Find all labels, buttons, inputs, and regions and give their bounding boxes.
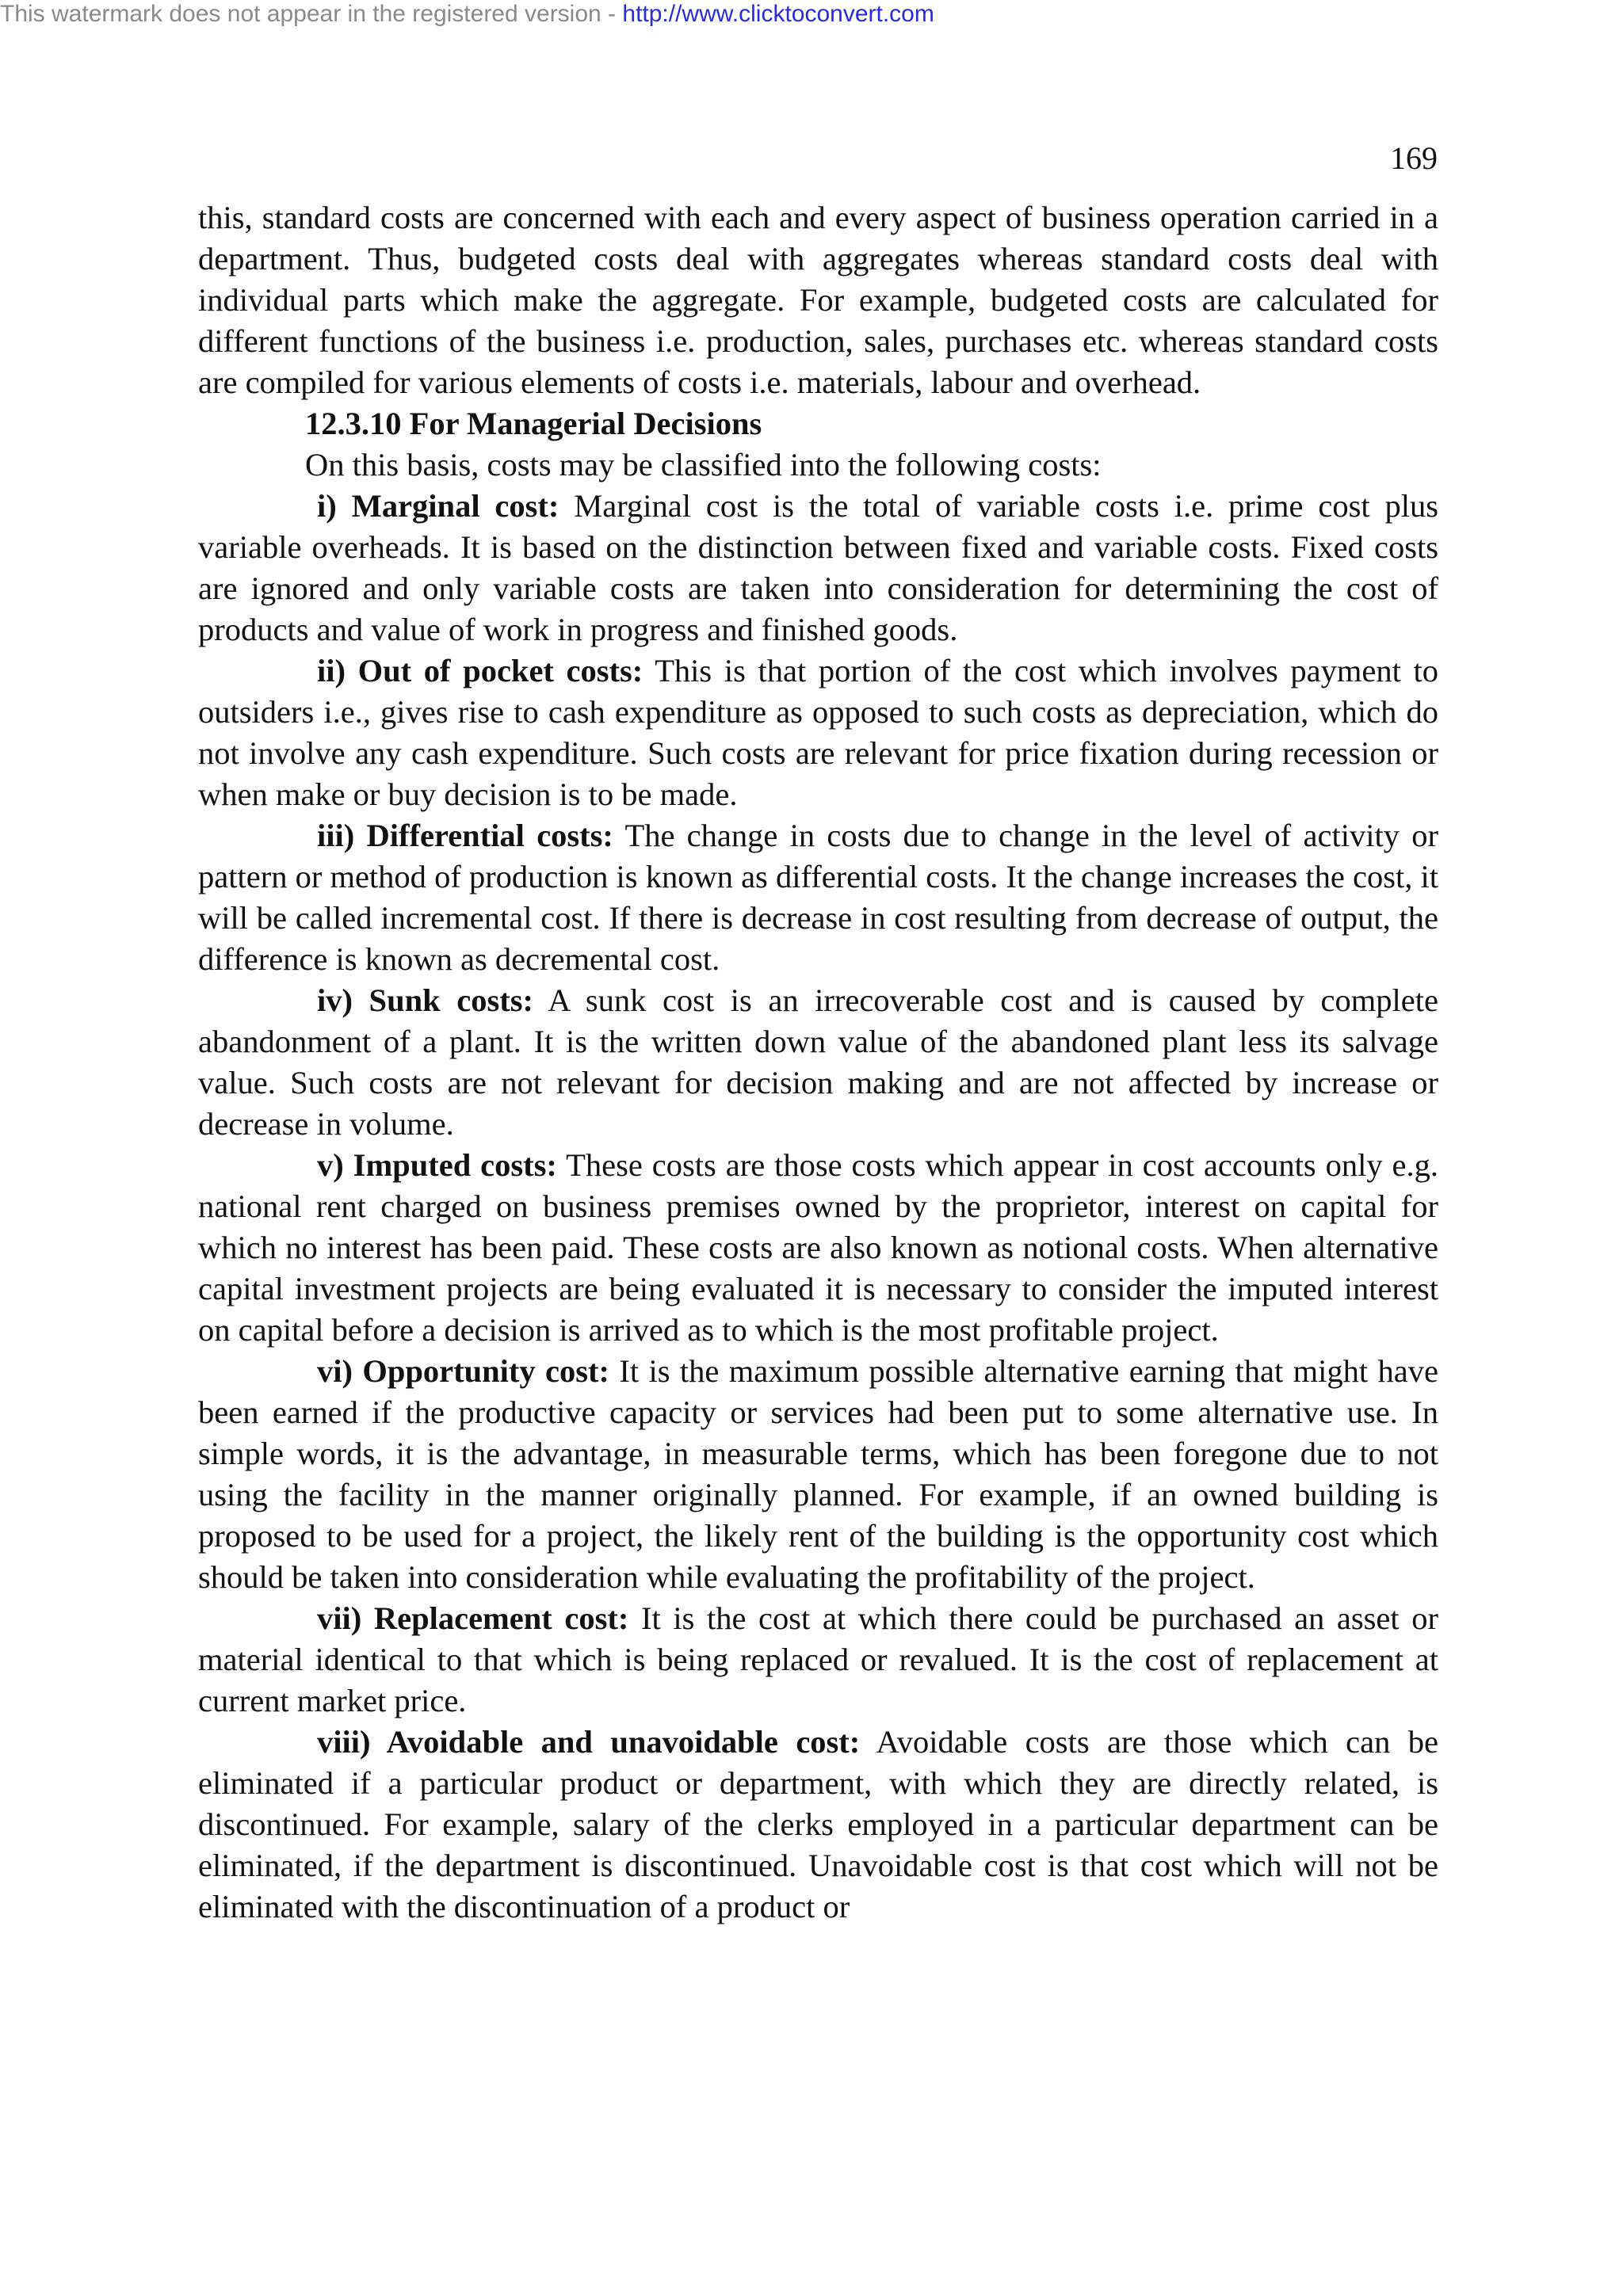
text-out-of-pocket-costs: This is that portion of the cost which involves payment to outsiders i.e., gives rise to cash expenditure as opposed to such costs as depreciation, which do not involve any cash expenditure. Such costs are relevant for price fixation during recession or when make or buy decision is to be made. [198,653,1438,812]
section-intro: On this basis, costs may be classified into the following costs: [305,447,1102,482]
paragraph-marginal-cost [198,486,1438,650]
paragraph-avoidable-unavoidable-cost [198,1722,1438,1928]
paragraph-imputed-costs [198,1145,1438,1351]
watermark-text: This watermark does not appear in the registered version - [0,1,623,27]
term-imputed-costs: v) Imputed costs: [317,1147,557,1183]
paragraph-differential-costs [198,815,1438,980]
text-imputed-costs: These costs are those costs which appear in cost accounts only e.g. national rent charged on business premises owned by the proprietor, interest on capital for which no interest has been paid. These costs are also known as notional costs. When alternative capital investment projects are being evaluated it is necessary to consider the imputed interest on capital before a decision is arrived as to which is the most profitable project. [198,1147,1439,1348]
page-content [198,197,1438,1928]
term-out-of-pocket-costs: ii) Out of pocket costs: [317,653,643,688]
paragraph-budgeted-vs-standard: this, standard costs are concerned with each and every aspect of business operation carried in a department. Thus, budgeted costs deal with aggregates whereas standard costs deal with individual parts which make the aggregate. For example, budgeted costs are calculated for different functions of the business i.e. production, sales, purchases etc. whereas standard costs are compiled for various elements of costs i.e. materials, labour and overhead. [198,200,1438,400]
page-number: 169 [1390,140,1438,176]
term-marginal-cost: i) Marginal cost: [317,488,559,524]
text-opportunity-cost: It is the maximum possible alternative earning that might have been earned if the productive capacity or services had been put to some alternative use. In simple words, it is the advantage, in measurable terms, which has been foregone due to not using the facility in the manner originally planned. For example, if an owned building is proposed to be used for a project, the likely rent of the building is the opportunity cost which should be taken into consideration while evaluating the profitability of the project. [198,1353,1438,1595]
text-marginal-cost: Marginal cost is the total of variable costs i.e. prime cost plus variable overheads. It is based on the distinction between fixed and variable costs. Fixed costs are ignored and only variable costs are taken into consideration for determining the cost of products and value of work in progress and finished goods. [198,488,1438,647]
watermark-banner [0,0,934,29]
term-avoidable-unavoidable-cost: viii) Avoidable and unavoidable cost: [317,1724,861,1760]
text-differential-costs: The change in costs due to change in the level of activity or pattern or method of production is known as differential costs. It the change increases the cost, it will be called incremental cost. If there is decrease in cost resulting from decrease of output, the difference is known as decremental cost. [198,818,1438,977]
term-replacement-cost: vii) Replacement cost: [317,1600,629,1636]
paragraph-out-of-pocket-costs [198,650,1438,815]
paragraph-opportunity-cost [198,1351,1438,1598]
paragraph-sunk-costs [198,980,1438,1145]
term-sunk-costs: iv) Sunk costs: [317,982,533,1018]
paragraph-replacement-cost [198,1598,1438,1722]
text-replacement-cost: It is the cost at which there could be purchased an asset or material identical to that which is being replaced or revalued. It is the cost of replacement at current market price. [198,1600,1438,1718]
term-differential-costs: iii) Differential costs: [317,818,613,853]
term-opportunity-cost: vi) Opportunity cost: [317,1353,609,1389]
text-avoidable-unavoidable-cost: Avoidable costs are those which can be eliminated if a particular product or department, with which they are directly related, is discontinued. For example, salary of the clerks employed in a particular department can be eliminated, if the department is discontinued. Unavoidable cost is that cost which will not be eliminated with the discontinuation of a product or [198,1724,1438,1924]
text-sunk-costs: A sunk cost is an irrecoverable cost and is caused by complete abandonment of a plant. It is the written down value of the abandoned plant less its salvage value. Such costs are not relevant for decision making and are not affected by increase or decrease in volume. [198,982,1438,1142]
section-heading: 12.3.10 For Managerial Decisions [305,406,762,441]
watermark-link[interactable]: http://www.clicktoconvert.com [622,1,934,27]
